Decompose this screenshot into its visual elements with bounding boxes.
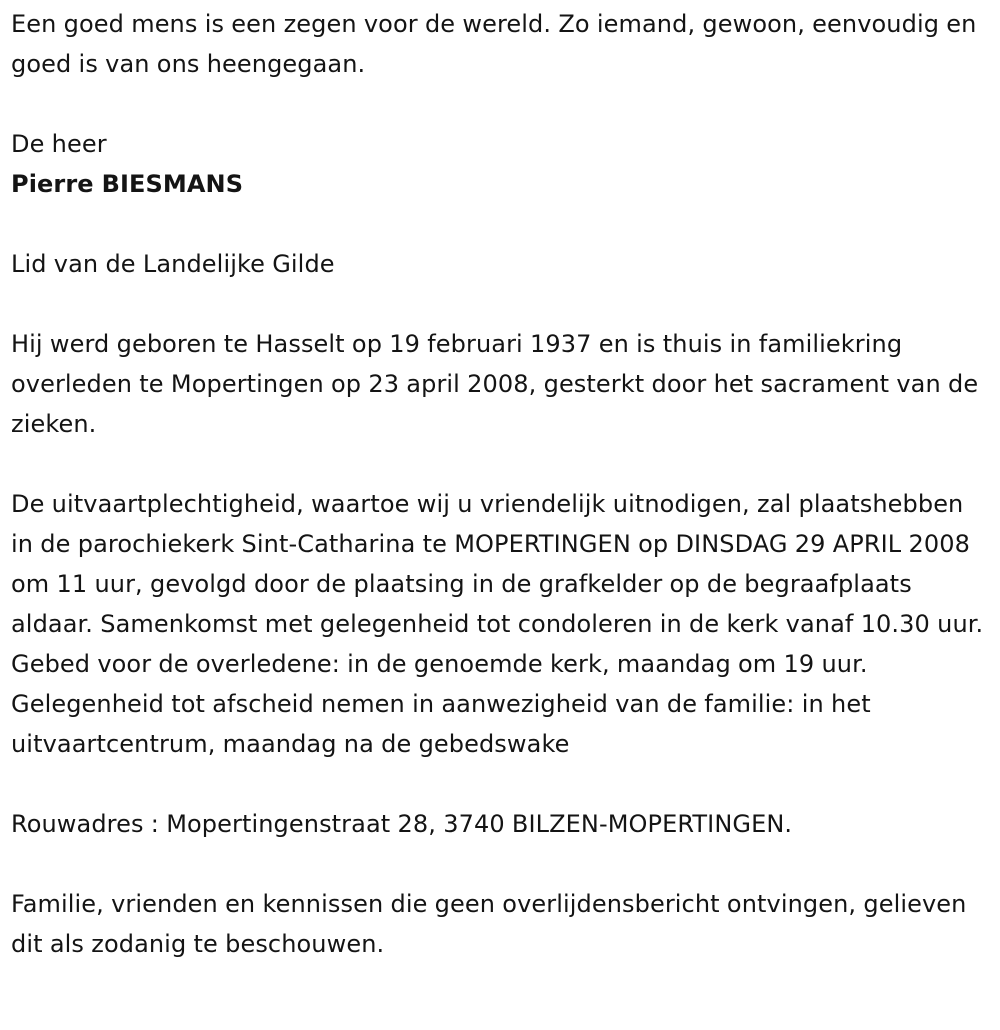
- closing-paragraph: Familie, vrienden en kennissen die geen overlijdensbericht ontvingen, gelieven dit als zodanig te beschouwen.: [11, 890, 967, 958]
- funeral-paragraph: De uitvaartplechtigheid, waartoe wij u vriendelijk uitnodigen, zal plaatshebben in de parochiekerk Sint-Catharina te MOPERTINGEN op DINSDAG 29 APRIL 2008 om 11 uur, gevolgd door de plaatsing in de grafkelder op de begraafplaats aldaar. Samenkomst met gelegenheid tot condoleren in de kerk vanaf 10.30 uur. Gebed voor de overledene: in de genoemde kerk, maandag om 19 uur. Gelegenheid tot afscheid nemen in aanwezigheid van de familie: in het uitvaartcentrum, maandag na de gebedswake: [11, 490, 984, 758]
- birth-death-paragraph: Hij werd geboren te Hasselt op 19 februari 1937 en is thuis in familiekring overleden te Mopertingen op 23 april 2008, gesterkt door het sacrament van de zieken.: [11, 330, 979, 438]
- opening-quote: Een goed mens is een zegen voor de wereld. Zo iemand, gewoon, eenvoudig en goed is van ons heengegaan.: [11, 10, 977, 78]
- deceased-name: Pierre BIESMANS: [11, 170, 244, 198]
- salutation: De heer: [11, 130, 107, 158]
- membership: Lid van de Landelijke Gilde: [11, 250, 335, 278]
- condolence-address: Rouwadres : Mopertingenstraat 28, 3740 BILZEN-MOPERTINGEN.: [11, 810, 793, 838]
